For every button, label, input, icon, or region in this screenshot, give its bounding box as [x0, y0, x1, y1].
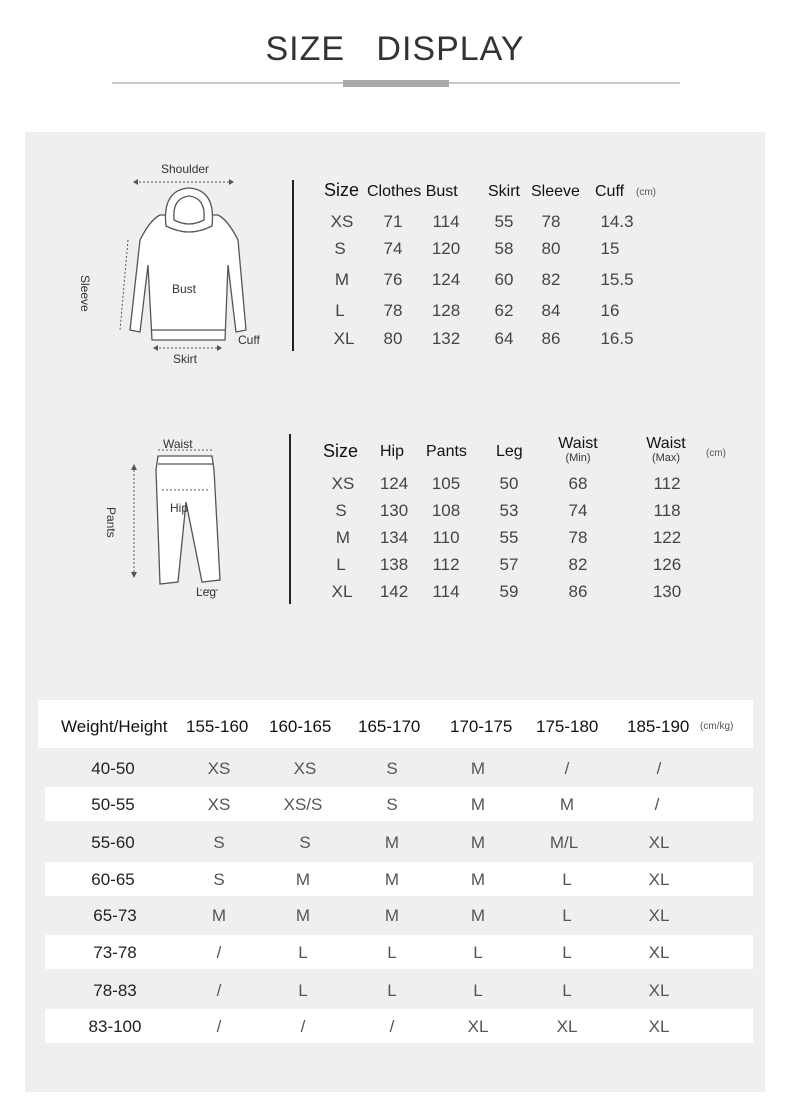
- title-word-size: SIZE: [265, 30, 346, 68]
- skirt-cell: 64: [494, 329, 514, 348]
- top-header-size: Size: [324, 180, 360, 200]
- waist-max-cell: 122: [652, 528, 682, 547]
- size-cell: XS: [207, 795, 231, 814]
- size-cell: M: [470, 906, 486, 925]
- header-weight-height: Weight/Height: [61, 717, 168, 736]
- size-cell: XL: [333, 329, 355, 348]
- pants-cell: 108: [431, 501, 461, 520]
- size-cell: M: [211, 906, 227, 925]
- size-cell: /: [216, 1017, 222, 1036]
- cuff-label: Cuff: [238, 333, 260, 347]
- size-cell: XL: [331, 582, 353, 601]
- page-title: [0, 30, 790, 69]
- size-cell: L: [298, 981, 308, 1000]
- weight-cell: 60-65: [91, 870, 135, 889]
- size-cell: M/L: [549, 833, 579, 852]
- pants-header-pants: Pants: [426, 443, 467, 460]
- leg-cell: 55: [499, 528, 519, 547]
- cuff-cell: 15.5: [600, 270, 634, 289]
- size-cell: XL: [648, 833, 670, 852]
- top-header-sleeve: Sleeve: [531, 183, 580, 200]
- bust-cell: 124: [431, 270, 461, 289]
- top-unit: (cm): [636, 187, 656, 198]
- size-cell: S: [213, 833, 225, 852]
- top-header-cuff: Cuff: [595, 183, 625, 200]
- leg-cell: 59: [499, 582, 519, 601]
- skirt-cell: 62: [494, 301, 514, 320]
- waist-min-cell: 78: [568, 528, 588, 547]
- size-cell: M: [384, 870, 400, 889]
- size-cell: XL: [467, 1017, 489, 1036]
- pants-header-hip: Hip: [380, 443, 405, 460]
- waist-max-cell: 126: [652, 555, 682, 574]
- clothes-cell: 78: [383, 301, 403, 320]
- bust-cell: 132: [431, 329, 461, 348]
- size-cell: L: [473, 943, 483, 962]
- waist-min-title: Waist: [558, 435, 598, 452]
- size-cell: M: [470, 870, 486, 889]
- table-row: [45, 751, 753, 785]
- pants-header-size: Size: [323, 441, 359, 461]
- table-row: [45, 898, 753, 932]
- waist-min-cell: 74: [568, 501, 588, 520]
- pants-header-leg: Leg: [496, 443, 523, 460]
- weight-table-header: [38, 700, 753, 748]
- skirt-label: Skirt: [173, 352, 197, 366]
- size-cell: XS/S: [283, 795, 323, 814]
- skirt-cell: 60: [494, 270, 514, 289]
- top-header-skirt: Skirt: [488, 183, 520, 200]
- size-cell: XS: [207, 759, 231, 778]
- weight-cell: 40-50: [91, 759, 135, 778]
- leg-label: Leg: [196, 585, 217, 599]
- size-cell: XL: [648, 870, 670, 889]
- cuff-cell: 15: [600, 239, 620, 258]
- sleeve-cell: 82: [541, 270, 561, 289]
- pants-cell: 105: [431, 474, 461, 493]
- size-cell: L: [562, 870, 572, 889]
- size-cell: /: [656, 759, 662, 778]
- bust-cell: 128: [431, 301, 461, 320]
- size-cell: M: [470, 795, 486, 814]
- waist-max-sub: (Max): [651, 452, 681, 464]
- size-cell: L: [387, 981, 397, 1000]
- table-row: [45, 1009, 753, 1043]
- table-row: [45, 973, 753, 1007]
- table-row: [45, 935, 753, 969]
- size-cell: /: [216, 943, 222, 962]
- size-cell: S: [334, 239, 346, 258]
- pants-header-waist-min: [558, 436, 597, 466]
- size-cell: S: [299, 833, 311, 852]
- header-height-col: 155-160: [186, 717, 249, 736]
- pants-length-label: Pants: [104, 507, 118, 538]
- clothes-cell: 74: [383, 239, 403, 258]
- waist-min-sub: (Min): [565, 452, 591, 464]
- cuff-cell: 16: [600, 301, 620, 320]
- clothes-cell: 80: [383, 329, 403, 348]
- size-cell: L: [562, 981, 572, 1000]
- hip-cell: 138: [379, 555, 409, 574]
- size-cell: L: [387, 943, 397, 962]
- sleeve-cell: 80: [541, 239, 561, 258]
- header-height-col: 175-180: [536, 717, 599, 736]
- size-cell: /: [654, 795, 660, 814]
- size-cell: S: [386, 795, 398, 814]
- size-cell: XL: [648, 981, 670, 1000]
- size-cell: M: [295, 870, 311, 889]
- title-accent-bar: [343, 80, 449, 87]
- pants-cell: 112: [432, 555, 460, 574]
- waist-min-cell: 82: [568, 555, 588, 574]
- hip-label: Hip: [170, 501, 189, 515]
- clothes-cell: 71: [383, 212, 403, 231]
- header-height-col: 170-175: [450, 717, 513, 736]
- waist-max-title: Waist: [646, 435, 686, 452]
- bust-label: Bust: [172, 282, 197, 296]
- size-cell: L: [562, 943, 572, 962]
- leg-cell: 53: [499, 501, 519, 520]
- clothes-cell: 76: [383, 270, 403, 289]
- size-cell: XL: [648, 943, 670, 962]
- sleeve-cell: 86: [541, 329, 561, 348]
- weight-cell: 73-78: [93, 943, 137, 962]
- shoulder-label: Shoulder: [161, 162, 210, 176]
- leg-cell: 50: [499, 474, 519, 493]
- header-height-col: 165-170: [358, 717, 421, 736]
- pants-header-waist-max: [646, 436, 685, 466]
- waist-max-cell: 118: [653, 501, 681, 520]
- top-header-clothes-bust: Clothes Bust: [367, 183, 458, 200]
- weight-cell: 83-100: [88, 1017, 142, 1036]
- size-cell: /: [389, 1017, 395, 1036]
- size-cell: L: [335, 301, 345, 320]
- sleeve-cell: 78: [541, 212, 561, 231]
- size-cell: M: [334, 270, 350, 289]
- size-cell: L: [562, 906, 572, 925]
- size-cell: L: [473, 981, 483, 1000]
- pants-unit: (cm): [706, 448, 726, 459]
- size-cell: M: [559, 795, 575, 814]
- size-cell: L: [298, 943, 308, 962]
- waist-min-cell: 68: [568, 474, 588, 493]
- waist-max-cell: 112: [653, 474, 681, 493]
- size-cell: L: [336, 555, 346, 574]
- cuff-cell: 14.3: [600, 212, 634, 231]
- size-cell: S: [386, 759, 398, 778]
- header-height-col: 185-190: [627, 717, 690, 736]
- size-cell: XS: [331, 474, 355, 493]
- size-cell: XS: [293, 759, 317, 778]
- pants-diagram: [120, 440, 230, 600]
- table-row: [45, 862, 753, 896]
- hip-cell: 142: [379, 582, 409, 601]
- waist-min-cell: 86: [568, 582, 588, 601]
- pants-cell: 114: [432, 582, 460, 601]
- size-cell: XL: [648, 906, 670, 925]
- pants-cell: 110: [432, 528, 460, 547]
- size-cell: M: [470, 833, 486, 852]
- sleeve-label: Sleeve: [78, 275, 92, 312]
- waist-label: Waist: [163, 437, 193, 451]
- size-cell: M: [470, 759, 486, 778]
- size-cell: S: [213, 870, 225, 889]
- hip-cell: 134: [379, 528, 409, 547]
- waist-max-cell: 130: [652, 582, 682, 601]
- weight-cell: 78-83: [93, 981, 137, 1000]
- sleeve-cell: 84: [541, 301, 561, 320]
- size-cell: /: [300, 1017, 306, 1036]
- table-row: [45, 825, 753, 859]
- bust-cell: 114: [432, 212, 460, 231]
- size-cell: M: [384, 906, 400, 925]
- size-cell: M: [295, 906, 311, 925]
- skirt-cell: 55: [494, 212, 514, 231]
- weight-cell: 50-55: [91, 795, 135, 814]
- weight-unit: (cm/kg): [700, 721, 734, 732]
- size-cell: M: [335, 528, 351, 547]
- leg-cell: 57: [499, 555, 519, 574]
- weight-cell: 55-60: [91, 833, 135, 852]
- size-cell: XL: [556, 1017, 578, 1036]
- bust-cell: 120: [431, 239, 461, 258]
- pants-divider: [289, 434, 291, 604]
- size-cell: /: [564, 759, 570, 778]
- size-cell: XL: [648, 1017, 670, 1036]
- table-row: [45, 787, 753, 821]
- hip-cell: 130: [379, 501, 409, 520]
- skirt-cell: 58: [494, 239, 514, 258]
- header-height-col: 160-165: [269, 717, 332, 736]
- top-divider: [292, 180, 294, 351]
- size-cell: M: [384, 833, 400, 852]
- size-cell: /: [216, 981, 222, 1000]
- size-cell: XS: [330, 212, 354, 231]
- cuff-cell: 16.5: [600, 329, 634, 348]
- size-cell: S: [335, 501, 347, 520]
- weight-cell: 65-73: [93, 906, 137, 925]
- title-word-display: DISPLAY: [376, 30, 525, 68]
- hip-cell: 124: [379, 474, 409, 493]
